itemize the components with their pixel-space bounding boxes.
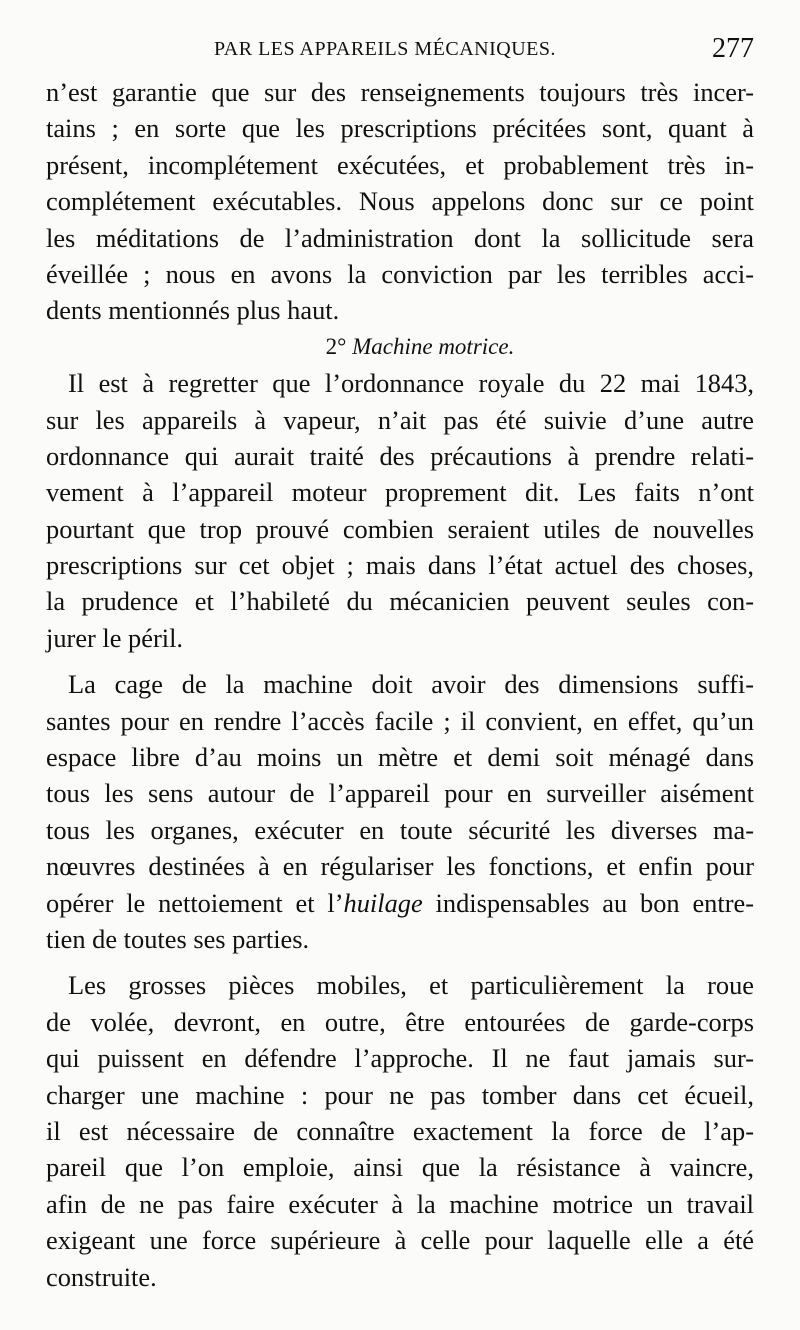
text-line: les méditations de l’administration dont la sollicitude sera xyxy=(46,222,754,253)
body-text xyxy=(46,74,754,1295)
text-line: n’est garantie que sur des renseignements toujours très incer- xyxy=(46,77,754,107)
text-line: tien de toutes ses parties. xyxy=(46,923,310,954)
text-line: de volée, devront, en outre, être entourées de garde-corps xyxy=(46,1006,754,1037)
running-head xyxy=(46,32,760,66)
text-run: indispensables au bon entre- xyxy=(422,887,754,918)
text-line: charger une machine : pour ne pas tomber dans cet écueil, xyxy=(46,1079,754,1110)
page-number: 277 xyxy=(712,33,754,64)
text-line: complétement exécutables. Nous appelons donc sur ce point xyxy=(46,186,754,217)
text-line: espace libre d’au moins un mètre et demi soit ménagé dans xyxy=(46,742,754,773)
text-line: La cage de la machine doit avoir des dimensions suffi- xyxy=(68,669,754,700)
text-line: construite. xyxy=(46,1261,157,1292)
section-title: Machine motrice. xyxy=(352,333,515,359)
text-line: dents mentionnés plus haut. xyxy=(46,295,340,326)
text-line-with-italic xyxy=(46,885,754,921)
text-line: tains ; en sorte que les prescriptions précitées sont, quant à xyxy=(46,113,754,144)
paragraph-4 xyxy=(46,967,754,1295)
text-line: exigeant une force supérieure à celle pour laquelle elle a été xyxy=(46,1225,754,1256)
text-line: il est nécessaire de connaître exactement la force de l’ap- xyxy=(46,1115,754,1146)
paragraph-2 xyxy=(46,365,754,656)
text-line: prescriptions sur cet objet ; mais dans l’état actuel des choses, xyxy=(46,550,754,581)
text-line: nœuvres destinées à en régulariser les fonctions, et enfin pour xyxy=(46,851,754,882)
text-line: tous les organes, exécuter en toute sécurité les diverses ma- xyxy=(46,814,754,845)
text-line: pourtant que trop prouvé combien seraient utiles de nouvelles xyxy=(46,513,754,544)
text-line: la prudence et l’habileté du mécanicien peuvent seules con- xyxy=(46,586,754,617)
text-line: santes pour en rendre l’accès facile ; il convient, en effet, qu’un xyxy=(46,705,754,736)
text-line: pareil que l’on emploie, ainsi que la résistance à vaincre, xyxy=(46,1152,754,1183)
section-heading xyxy=(46,329,754,365)
text-line: jurer le péril. xyxy=(46,622,184,653)
paragraph-gap xyxy=(46,957,754,967)
paragraph-3 xyxy=(46,666,754,957)
text-line: vement à l’appareil moteur proprement dit. Les faits n’ont xyxy=(46,477,754,508)
text-line: sur les appareils à vapeur, n’ait pas été suivie d’une autre xyxy=(46,404,754,435)
text-line: éveillée ; nous en avons la conviction par les terribles acci- xyxy=(46,258,754,289)
text-line: ordonnance qui aurait traité des précautions à prendre relati- xyxy=(46,440,754,471)
text-line: Il est à regretter que l’ordonnance royale du 22 mai 1843, xyxy=(68,368,754,399)
text-line: qui puissent en défendre l’approche. Il ne faut jamais sur- xyxy=(46,1043,754,1074)
text-line: présent, incomplétement exécutées, et probablement très in- xyxy=(46,149,754,180)
section-number: 2° xyxy=(325,333,347,359)
paragraph-1 xyxy=(46,74,754,329)
italic-term: huilage xyxy=(343,887,423,918)
text-line: Les grosses pièces mobiles, et particulièrement la roue xyxy=(68,970,754,1001)
text-line: tous les sens autour de l’appareil pour en surveiller aisément xyxy=(46,778,754,809)
running-title: PAR LES APPAREILS MÉCANIQUES. xyxy=(214,37,556,60)
paragraph-gap xyxy=(46,656,754,666)
text-line: afin de ne pas faire exécuter à la machine motrice un travail xyxy=(46,1188,754,1219)
text-run: opérer le nettoiement et l’ xyxy=(46,887,344,918)
